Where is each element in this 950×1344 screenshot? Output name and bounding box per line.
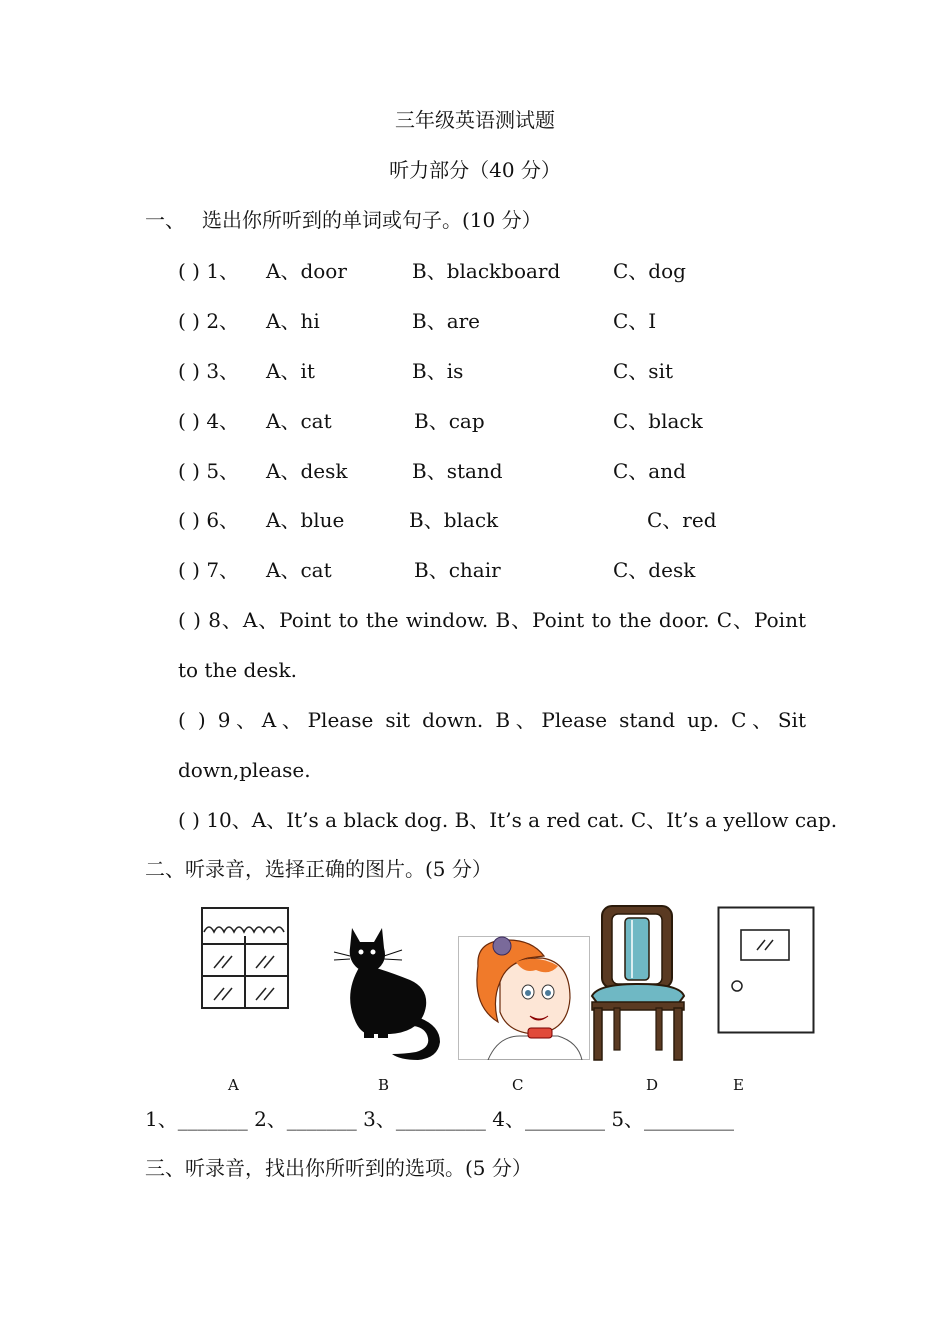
- option-a: A、door: [266, 259, 347, 283]
- option-c: C、and: [613, 459, 686, 483]
- question-number: ( ) 7、: [178, 558, 240, 582]
- option-b: B、blackboard: [412, 259, 561, 283]
- section2-answer-blanks[interactable]: 1、_______ 2、_______ 3、_________ 4、________ 5、_________: [145, 1107, 735, 1131]
- option-b: B、is: [412, 359, 464, 383]
- section2-heading: 二、听录音，选择正确的图片。(5 分）: [145, 857, 492, 881]
- option-c: C、red: [647, 508, 717, 532]
- option-c: C、I: [613, 309, 657, 333]
- option-c: C、black: [613, 409, 703, 433]
- question-number: ( ) 4、: [178, 409, 240, 433]
- option-b: B、black: [409, 508, 499, 532]
- option-b: B、are: [412, 309, 481, 333]
- section3-heading: 三、听录音，找出你所听到的选项。(5 分）: [145, 1156, 532, 1180]
- option-a: A、cat: [266, 409, 332, 433]
- girl-icon: [458, 936, 590, 1060]
- option-c: C、dog: [613, 259, 686, 283]
- picture-label-d: D: [646, 1076, 659, 1094]
- option-a: A、it: [266, 359, 315, 383]
- option-c: C、desk: [613, 558, 696, 582]
- option-c: C、sit: [613, 359, 673, 383]
- question-number: ( ) 6、: [178, 508, 240, 532]
- question-8-line2: to the desk.: [178, 658, 297, 682]
- question-10-line1: ( ) 10、A、It’s a black dog. B、It’s a red cat. C、It’s a yellow cap.: [178, 808, 838, 832]
- option-b: B、stand: [412, 459, 503, 483]
- door-icon: [717, 906, 815, 1034]
- question-9-line1: ( ) 9、A、Please sit down. B、Please stand up. C、Sit: [178, 708, 806, 732]
- window-icon: [200, 906, 290, 1010]
- chair-icon: [588, 904, 688, 1062]
- question-number: ( ) 5、: [178, 459, 240, 483]
- section1-heading: 选出你所听到的单词或句子。(10 分）: [202, 208, 542, 232]
- picture-label-e: E: [733, 1076, 744, 1094]
- option-a: A、desk: [266, 459, 348, 483]
- picture-label-b: B: [378, 1076, 390, 1094]
- cat-icon: [330, 922, 450, 1064]
- question-number: ( ) 2、: [178, 309, 240, 333]
- picture-label-c: C: [512, 1076, 524, 1094]
- question-number: ( ) 3、: [178, 359, 240, 383]
- option-b: B、cap: [414, 409, 485, 433]
- option-a: A、hi: [266, 309, 320, 333]
- option-b: B、chair: [414, 558, 501, 582]
- option-a: A、blue: [266, 508, 345, 532]
- picture-label-a: A: [228, 1076, 239, 1094]
- option-a: A、cat: [266, 558, 332, 582]
- question-8-line1: ( ) 8、A、Point to the window. B、Point to the door. C、Point: [178, 608, 806, 632]
- section1-number: 一、: [145, 208, 185, 232]
- question-number: ( ) 1、: [178, 259, 240, 283]
- page-subtitle: 听力部分（40 分）: [389, 158, 561, 182]
- page-title: 三年级英语测试题: [395, 108, 555, 132]
- question-9-line2: down,please.: [178, 758, 311, 782]
